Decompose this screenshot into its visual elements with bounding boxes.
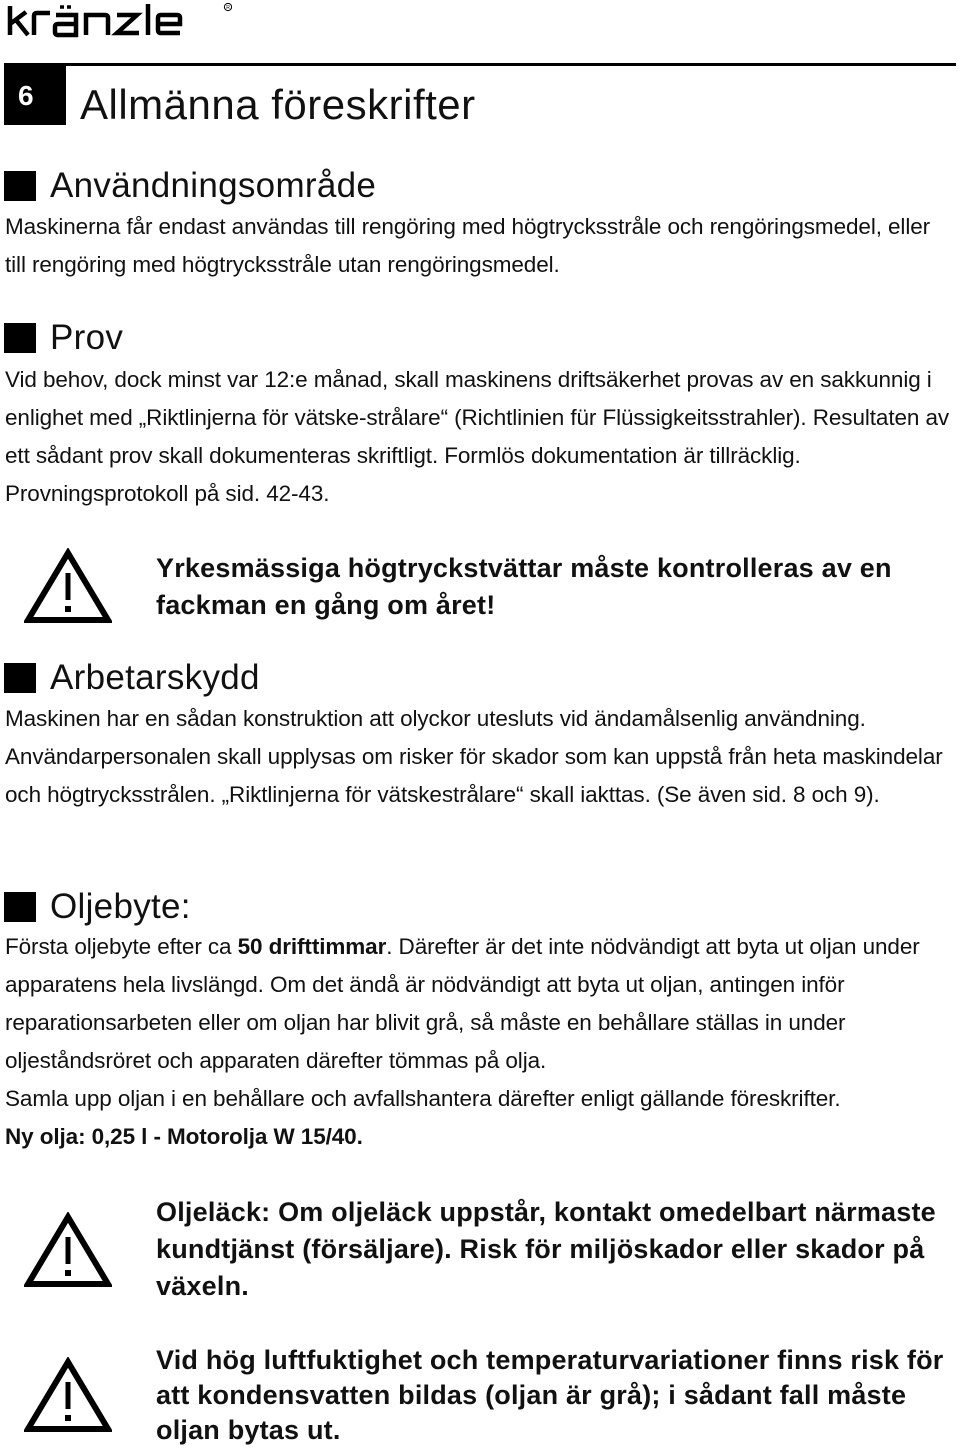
section-heading-protection: [4, 658, 260, 698]
chapter-rule: [66, 63, 956, 66]
section-heading-test: [4, 318, 123, 358]
kranzle-logo: [6, 2, 232, 38]
oil-hours: 50 drifttimmar: [237, 934, 387, 959]
new-oil-spec: Ny olja: 0,25 l - Motorolja W 15/40.: [5, 1124, 363, 1149]
oil-text-prefix: Första oljebyte efter ca: [5, 934, 238, 959]
oil-change-text: [5, 928, 955, 1080]
protection-text: Maskinen har en sådan konstruktion att olyckor utesluts vid ändamålsenlig användning. Användarpersonalen skall upplysas om risker för skador som kan uppstå från heta maskindelar och högtrycksstrålen. „Riktlinjerna för vätskestrålare“ skall iakttas. (Se även sid. 8 och 9).: [5, 706, 943, 807]
protection-paragraph: [5, 700, 955, 814]
section-heading-text: Oljebyte:: [50, 887, 191, 926]
test-paragraph: [5, 361, 955, 513]
chapter-title: Allmänna föreskrifter: [80, 81, 476, 128]
chapter-number-box: [4, 63, 66, 125]
usage-paragraph: [5, 208, 955, 284]
svg-text:R: R: [226, 5, 230, 11]
humidity-warning: Vid hög luftfuktighet och temperaturvariationer finns risk för att kondensvatten bildas (oljan är grå); i sådant fall måste oljan bytas ut.: [156, 1345, 944, 1445]
oil-leak-warning: Oljeläck: Om oljeläck uppstår, kontakt omedelbart närmaste kundtjänst (försäljare). Risk för miljöskador eller skador på växeln.: [156, 1197, 936, 1301]
section-heading-text: Arbetarskydd: [50, 658, 260, 697]
section-square-icon: [4, 663, 36, 693]
section-square-icon: [4, 323, 36, 353]
chapter-number: 6: [18, 80, 34, 111]
warning-triangle-icon: [24, 1357, 112, 1435]
section-heading-usage: [4, 166, 376, 206]
oil-disposal-text: Samla upp oljan i en behållare och avfallshantera därefter enligt gällande föreskrifter.: [5, 1086, 841, 1111]
inspection-warning: Yrkesmässiga högtryckstvättar måste kontrolleras av en fackman en gång om året!: [156, 553, 892, 620]
section-square-icon: [4, 892, 36, 922]
usage-text: Maskinerna får endast användas till rengöring med högtrycksstråle och rengöringsmedel, eller till rengöring med högtrycksstråle utan rengöringsmedel.: [5, 214, 931, 277]
test-text: Vid behov, dock minst var 12:e månad, skall maskinens driftsäkerhet provas av en sakkunnig i enlighet med „Riktlinjerna för vätske-strålare“ (Richtlinien für Flüssigkeitsstrahler). Resultaten av ett sådant prov skall dokumenteras skriftligt. Formlös dokumentation är tillräcklig. Provningsprotokoll på sid. 42-43.: [5, 367, 950, 506]
warning-triangle-icon: [24, 1212, 112, 1290]
warning-triangle-icon: [24, 548, 112, 626]
section-heading-text: Prov: [50, 318, 124, 357]
section-square-icon: [4, 171, 36, 201]
section-heading-text: Användningsområde: [50, 166, 377, 205]
oil-text-suffix: . Därefter är det inte nödvändigt att byta ut oljan under apparatens hela livslängd. Om det ändå är nödvändigt att byta ut oljan, antingen inför reparationsarbeten eller om oljan har blivit grå, så måste en behållare ställas in under oljeståndsröret och apparaten därefter tömmas på olja.: [5, 934, 920, 1073]
section-heading-oil: [4, 887, 191, 927]
oil-paragraph: [5, 928, 955, 1156]
